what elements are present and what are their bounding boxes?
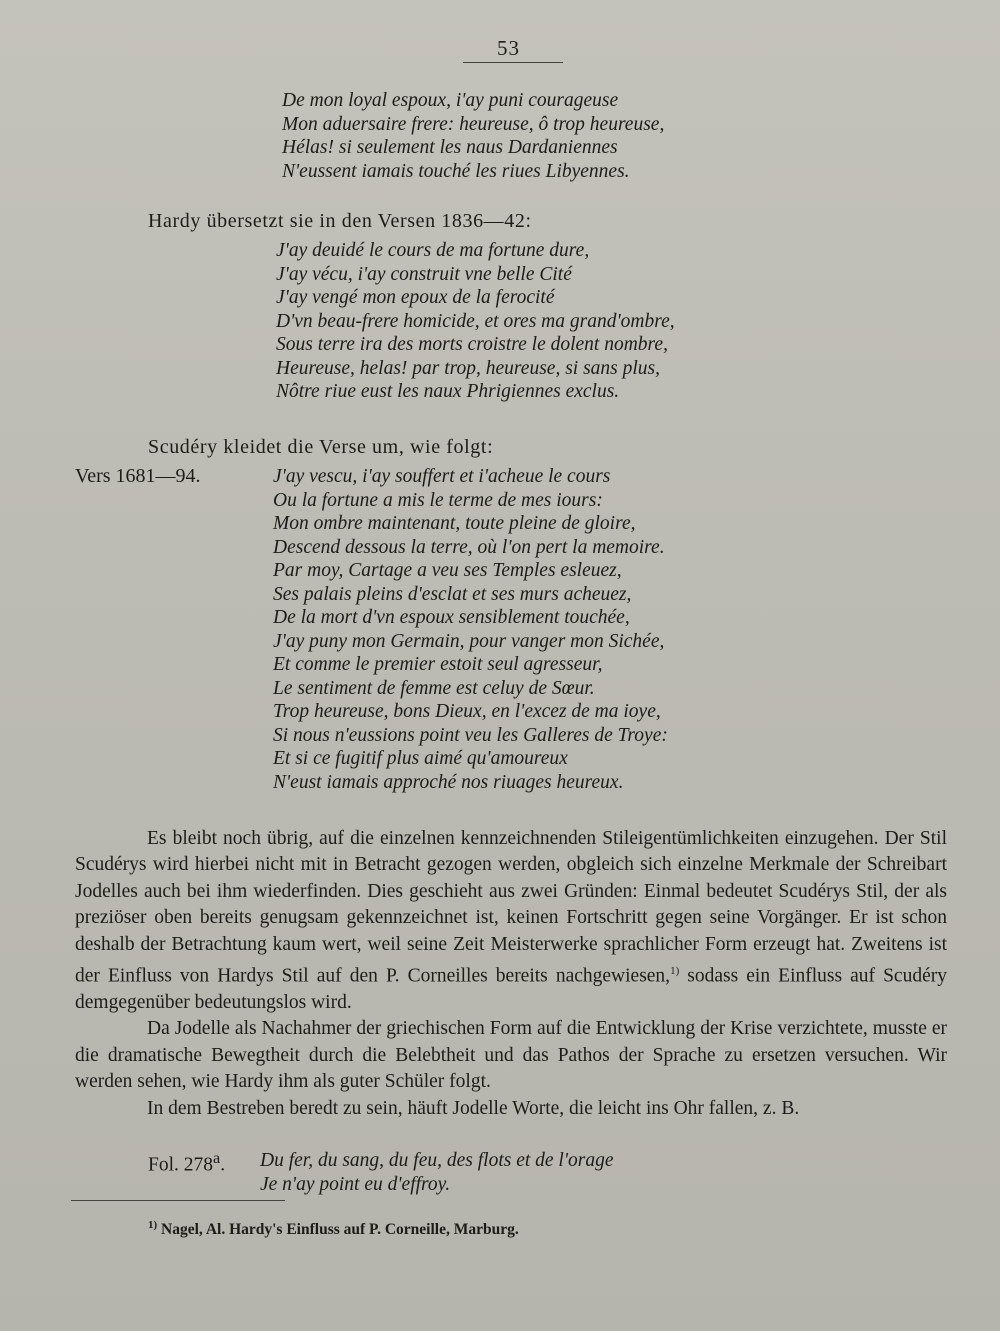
paragraph-text: sodass ein Einfluss auf Scudéry demgegenüber bedeutungslos wird.: [75, 965, 947, 1013]
footnote-marker: 1): [148, 1219, 158, 1231]
paragraph: [75, 826, 947, 1016]
verse-line: Du fer, du sang, du feu, des flots et de l'orage: [260, 1150, 614, 1171]
verse-line: N'eussent iamais touché les riues Libyennes.: [282, 160, 630, 182]
verse-line: Nôtre riue eust les naux Phrigiennes exclus.: [276, 381, 620, 402]
verse-line: Si nous n'eussions point veu les Galleres de Troye:: [273, 724, 668, 746]
verse-line: D'vn beau-frere homicide, et ores ma grand'ombre,: [276, 310, 675, 332]
verse-line: Trop heureuse, bons Dieux, en l'excez de ma ioye,: [273, 701, 661, 722]
footnote-text: Nagel, Al. Hardy's Einfluss auf P. Corneille, Marburg.: [157, 1221, 519, 1239]
verse-block-fol: [260, 1149, 614, 1196]
verse-line: Et comme le premier estoit seul agresseur,: [273, 654, 603, 675]
paragraph: In dem Bestreben beredt zu sein, häuft Jodelle Worte, die leicht ins Ohr fallen, z. B.: [147, 1097, 800, 1119]
verse-line: Mon ombre maintenant, toute pleine de gloire,: [273, 513, 636, 534]
verse-line: J'ay deuidé le cours de ma fortune dure,: [276, 240, 590, 261]
verse-line: J'ay vescu, i'ay souffert et i'acheue le cours: [273, 466, 611, 487]
verse-line: De mon loyal espoux, i'ay puni courageuse: [282, 90, 619, 111]
paragraph: Da Jodelle als Nachahmer der griechischen Form auf die Entwicklung der Krise verzichtete, musste er die dramatische Bewegtheit durch die Belebtheit und das Pathos der Sprache zu ersetzen versuchen. Wir werden sehen, wie Hardy ihm als guter Schüler folgt.: [75, 1018, 947, 1093]
vers-label-scudery: Vers 1681—94.: [75, 465, 201, 487]
header-rule: [463, 62, 563, 63]
verse-line: Mon aduersaire frere: heureuse, ô trop heureuse,: [282, 113, 665, 135]
verse-line: Sous terre ira des morts croistre le dolent nombre,: [276, 334, 668, 355]
verse-line: Ou la fortune a mis le terme de mes iours:: [273, 489, 603, 511]
verse-block-scudery: [273, 465, 668, 794]
verse-line: Heureuse, helas! par trop, heureuse, si sans plus,: [276, 357, 661, 379]
verse-block-hardy: [276, 239, 675, 404]
verse-line: Par moy, Cartage a veu ses Temples esleuez,: [273, 560, 622, 581]
verse-line: J'ay vécu, i'ay construit vne belle Cité: [276, 263, 572, 285]
fol-label: Fol. 278$^a$.: [148, 1149, 226, 1176]
verse-line: N'eust iamais approché nos riuages heureux.: [273, 771, 624, 793]
intro-hardy: Hardy übersetzt sie in den Versen 1836—42:: [148, 210, 532, 232]
fol-label-sup: a: [213, 1149, 221, 1167]
verse-line: Et si ce fugitif plus aimé qu'amoureux: [273, 748, 568, 769]
footnote-reference: 1): [670, 965, 680, 978]
verse-line: De la mort d'vn espoux sensiblement touchée,: [273, 607, 630, 628]
body-text: [75, 826, 947, 1122]
footnote: [148, 1219, 519, 1239]
verse-line: Hélas! si seulement les naus Dardaniennes: [282, 137, 618, 158]
verse-line: J'ay vengé mon epoux de la ferocité: [276, 287, 555, 308]
verse-line: Le sentiment de femme est celuy de Sœur.: [273, 677, 595, 699]
verse-line: J'ay puny mon Germain, pour vanger mon Sichée,: [273, 630, 665, 652]
fol-label-text: Fol. 278: [148, 1154, 214, 1176]
page-number: 53: [497, 36, 520, 60]
verse-block-jodelle: [282, 89, 664, 183]
verse-line: Je n'ay point eu d'effroy.: [260, 1173, 451, 1195]
verse-line: Ses palais pleins d'esclat et ses murs acheuez,: [273, 583, 632, 605]
paragraph-text: Es bleibt noch übrig, auf die einzelnen kennzeichnenden Stileigentümlichkeiten einzugehen. Der Stil Scudérys wird hierbei nicht mit in Betracht gezogen werden, obgleich sich einzelne Merkmale der Schreibart Jodelles auch bei ihm wiederfinden. Dies geschieht aus zwei Gründen: Einmal bedeutet Scudérys Stil, der als preziöser oben bereits genugsam gekennzeichnet ist, keinen Fortschritt gegen seine Vorgänger. Er ist schon deshalb der Betrachtung kaum wert, weil seine Zeit Meisterwerke sprachlicher Form erzeugt hat. Zweitens ist der Einfluss von Hardys Stil auf den P. Corneilles bereits nachgewiesen,: [75, 828, 947, 987]
footnote-rule: [71, 1200, 285, 1201]
verse-line: Descend dessous la terre, où l'on pert la memoire.: [273, 536, 665, 558]
intro-scudery: Scudéry kleidet die Verse um, wie folgt:: [148, 436, 494, 458]
